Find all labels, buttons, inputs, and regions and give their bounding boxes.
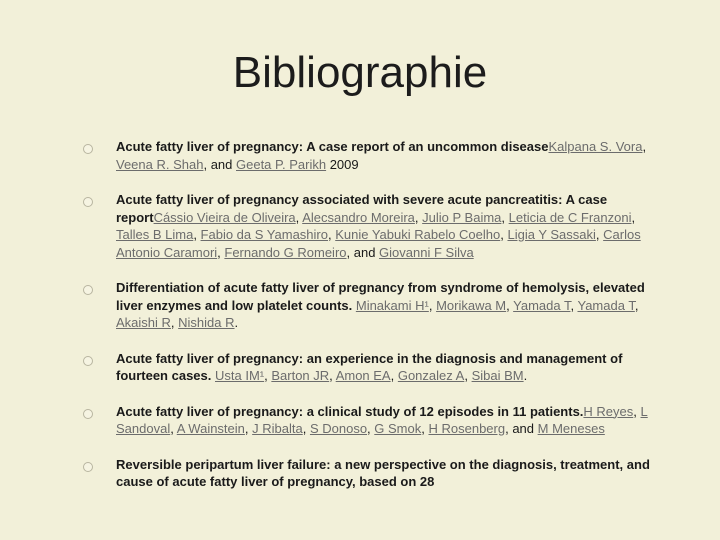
author-link[interactable]: Fernando G Romeiro — [224, 244, 347, 260]
reference-item: Acute fatty liver of pregnancy: a clinical study of 12 episodes in 11 patients.H Reyes, L Sandoval, A Wainstein, J Ribalta, S Donoso, G Smok, H Rosenberg, and M Meneses — [80, 403, 650, 438]
reference-title: Acute fatty liver of pregnancy: A case report of an uncommon disease — [116, 139, 549, 154]
author-link[interactable]: Veena R. Shah — [116, 156, 204, 172]
author-link[interactable]: H Rosenberg — [428, 421, 506, 436]
reference-item: Differentiation of acute fatty liver of pregnancy from syndrome of hemolysis, elevated liver enzymes and low platelet counts. Minakami H¹, Morikawa M, Yamada T, Yamada T, Akaishi R, Nishida R. — [80, 279, 650, 332]
author-link[interactable]: Carlos Antonio Caramori — [116, 227, 641, 260]
author-link[interactable]: S Donoso — [309, 421, 368, 436]
author-link[interactable]: Morikawa M — [436, 297, 507, 313]
author-link[interactable]: Barton JR — [271, 368, 330, 383]
reference-tail: . — [523, 368, 528, 383]
author-link[interactable]: Nishida R — [178, 315, 235, 330]
author-link[interactable]: J Ribalta — [252, 421, 303, 436]
reference-item: Acute fatty liver of pregnancy: A case report of an uncommon diseaseKalpana S. Vora, Veena R. Shah, and Geeta P. Parikh 2009 — [80, 138, 650, 173]
author-link[interactable]: Amon EA — [335, 368, 391, 383]
author-link[interactable]: M Meneses — [537, 421, 605, 436]
reference-item — [80, 456, 650, 491]
bullet-icon — [83, 197, 93, 207]
author-link[interactable]: Cássio Vieira de Oliveira — [153, 209, 296, 225]
author-link[interactable]: Julio P Baima — [422, 209, 502, 225]
slide-title: Bibliographie — [232, 48, 488, 97]
author-link[interactable]: L Sandoval — [116, 403, 648, 436]
reference-title: Acute fatty liver of pregnancy: a clinical study of 12 episodes in 11 patients. — [116, 403, 584, 419]
reference-item: Acute fatty liver of pregnancy associated with severe acute pancreatitis: A case reportCássio Vieira de Oliveira, Alecsandro Moreira, Julio P Baima, Leticia de C Franzoni, Talles B Lima, Fabio da S Yamashiro, Kunie Yabuki Rabelo Coelho, Ligia Y Sassaki, Carlos Antonio Caramori, Fernando G Romeiro, and Giovanni F Silva — [80, 191, 650, 261]
author-link[interactable]: Akaishi R — [116, 315, 171, 330]
reference-title: Acute fatty liver of pregnancy: an experience in the diagnosis and management of fourteen cases. — [116, 350, 623, 383]
author-link[interactable]: Usta IM¹ — [215, 368, 265, 383]
author-link[interactable]: Yamada T — [513, 297, 571, 313]
author-link[interactable]: G Smok — [374, 421, 422, 436]
bullet-icon — [83, 462, 93, 472]
bullet-icon — [83, 356, 93, 366]
reference-tail: 2009 — [326, 156, 359, 172]
author-link[interactable]: A Wainstein — [176, 421, 245, 436]
author-link[interactable]: Leticia de C Franzoni — [508, 209, 632, 225]
author-link[interactable]: Yamada T — [577, 297, 635, 313]
reference-title: Acute fatty liver of pregnancy associated with severe acute pancreatitis: A case report — [116, 192, 608, 225]
reference-item: Acute fatty liver of pregnancy: an experience in the diagnosis and management of fourteen cases. Usta IM¹, Barton JR, Amon EA, Gonzalez A, Sibai BM. — [80, 350, 650, 385]
author-link[interactable]: Kalpana S. Vora — [548, 139, 643, 154]
bullet-icon — [83, 285, 93, 295]
bullet-icon — [83, 144, 93, 154]
author-link[interactable]: Geeta P. Parikh — [236, 156, 327, 172]
author-link[interactable]: Talles B Lima — [116, 227, 194, 242]
author-link[interactable]: Ligia Y Sassaki — [507, 227, 596, 242]
author-link[interactable]: H Reyes — [583, 403, 634, 419]
author-link[interactable]: Alecsandro Moreira — [302, 209, 415, 225]
author-link[interactable]: Gonzalez A — [397, 368, 465, 383]
reference-title: Differentiation of acute fatty liver of pregnancy from syndrome of hemolysis, elevated liver enzymes and low platelet counts. — [116, 280, 645, 313]
author-link[interactable]: Giovanni F Silva — [379, 244, 474, 260]
author-link[interactable]: Minakami H¹ — [355, 297, 429, 313]
author-link[interactable]: Fabio da S Yamashiro — [200, 227, 328, 242]
bullet-icon — [83, 409, 93, 419]
author-link[interactable]: Kunie Yabuki Rabelo Coelho — [335, 227, 501, 242]
author-link[interactable]: Sibai BM — [471, 368, 524, 383]
reference-tail: . — [234, 315, 239, 330]
reference-title: Reversible peripartum liver failure: a new perspective on the diagnosis, treatment, and cause of acute fatty liver of pregnancy, based on 28 — [116, 456, 650, 489]
reference-list — [80, 138, 650, 509]
